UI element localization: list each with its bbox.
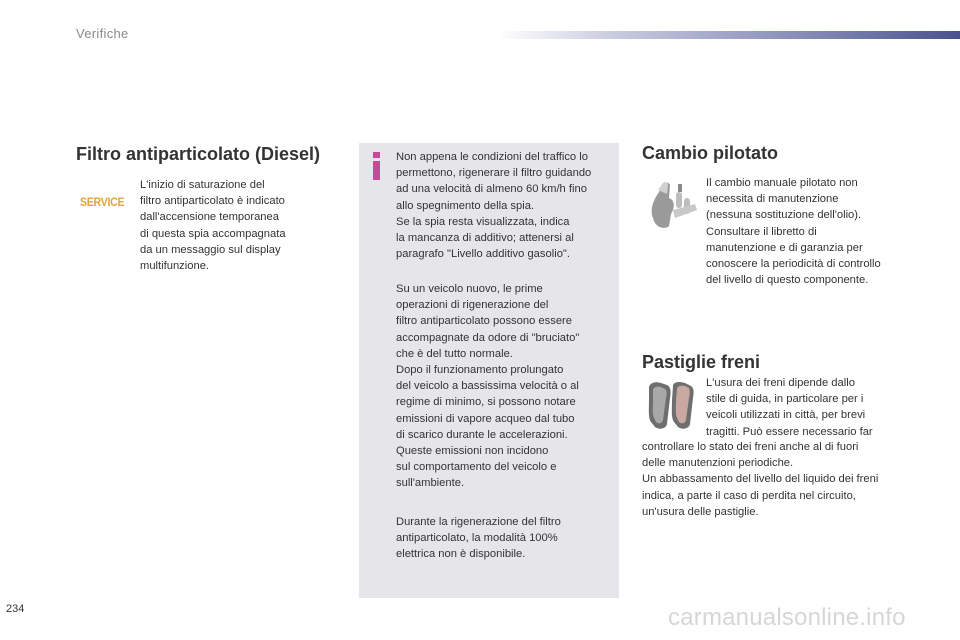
pastiglie-description-part2: controllare lo stato dei freni anche al di fuori delle manutenzioni periodiche. Un abbassamento del livello del liquido dei freni indica, a parte il caso di perdita nel circuito, un'usura delle pastiglie. [642, 441, 879, 518]
cambio-section-title: Cambio pilotato [642, 143, 778, 163]
filtro-section-title: Filtro antiparticolato (Diesel) [76, 144, 321, 164]
info-paragraph-2: Su un veicolo nuovo, le prime operazioni di rigenerazione del filtro antiparticolato possono essere accompagnate da odore di "bruciato" che è del tutto normale. Dopo il funzionamento prolungato del veicolo a bassissima velocità o al regime di minimo, si possono notare emissioni di vapore acqueo dal tubo di scarico durante le accelerazioni. Queste emissioni non incidono sul comportamento del veicolo e sull'ambiente. [396, 283, 580, 490]
header-decorative-bar [498, 31, 960, 39]
page-number: 234 [6, 603, 25, 615]
info-paragraph-1: Non appena le condizioni del traffico lo permettono, rigenerare il filtro guidando ad una velocità di almeno 60 km/h fino allo spegnimento della spia. Se la spia resta visualizzata, indica la mancanza di additivo; attenersi al paragrafo "Livello additivo gasolio". [396, 151, 592, 261]
watermark: carmanualsonline.info [668, 604, 906, 631]
header-title: Verifiche [76, 26, 129, 41]
service-warning-icon: SERVICE [80, 195, 125, 209]
pastiglie-section-title: Pastiglie freni [642, 352, 761, 372]
filtro-description: L'inizio di saturazione del filtro antiparticolato è indicato dall'accensione temporanea di questa spia accompagnata da un messaggio sul display multifunzione. [140, 179, 286, 273]
gear-selector-icon [645, 178, 701, 234]
pastiglie-description-part1: L'usura dei freni dipende dallo stile di guida, in particolare per i veicoli utilizzati in città, per brevi tragitti. Può essere necessario far [706, 377, 873, 438]
cambio-description: Il cambio manuale pilotato non necessita di manutenzione (nessuna sostituzione dell'olio). Consultare il libretto di manutenzione e di garanzia per conoscere la periodicità di controllo del livello di questo componente. [706, 177, 881, 287]
info-paragraph-3: Durante la rigenerazione del filtro antiparticolato, la modalità 100% elettrica non è disponibile. [396, 516, 561, 561]
info-icon [372, 152, 381, 180]
brake-pads-icon [645, 378, 697, 432]
